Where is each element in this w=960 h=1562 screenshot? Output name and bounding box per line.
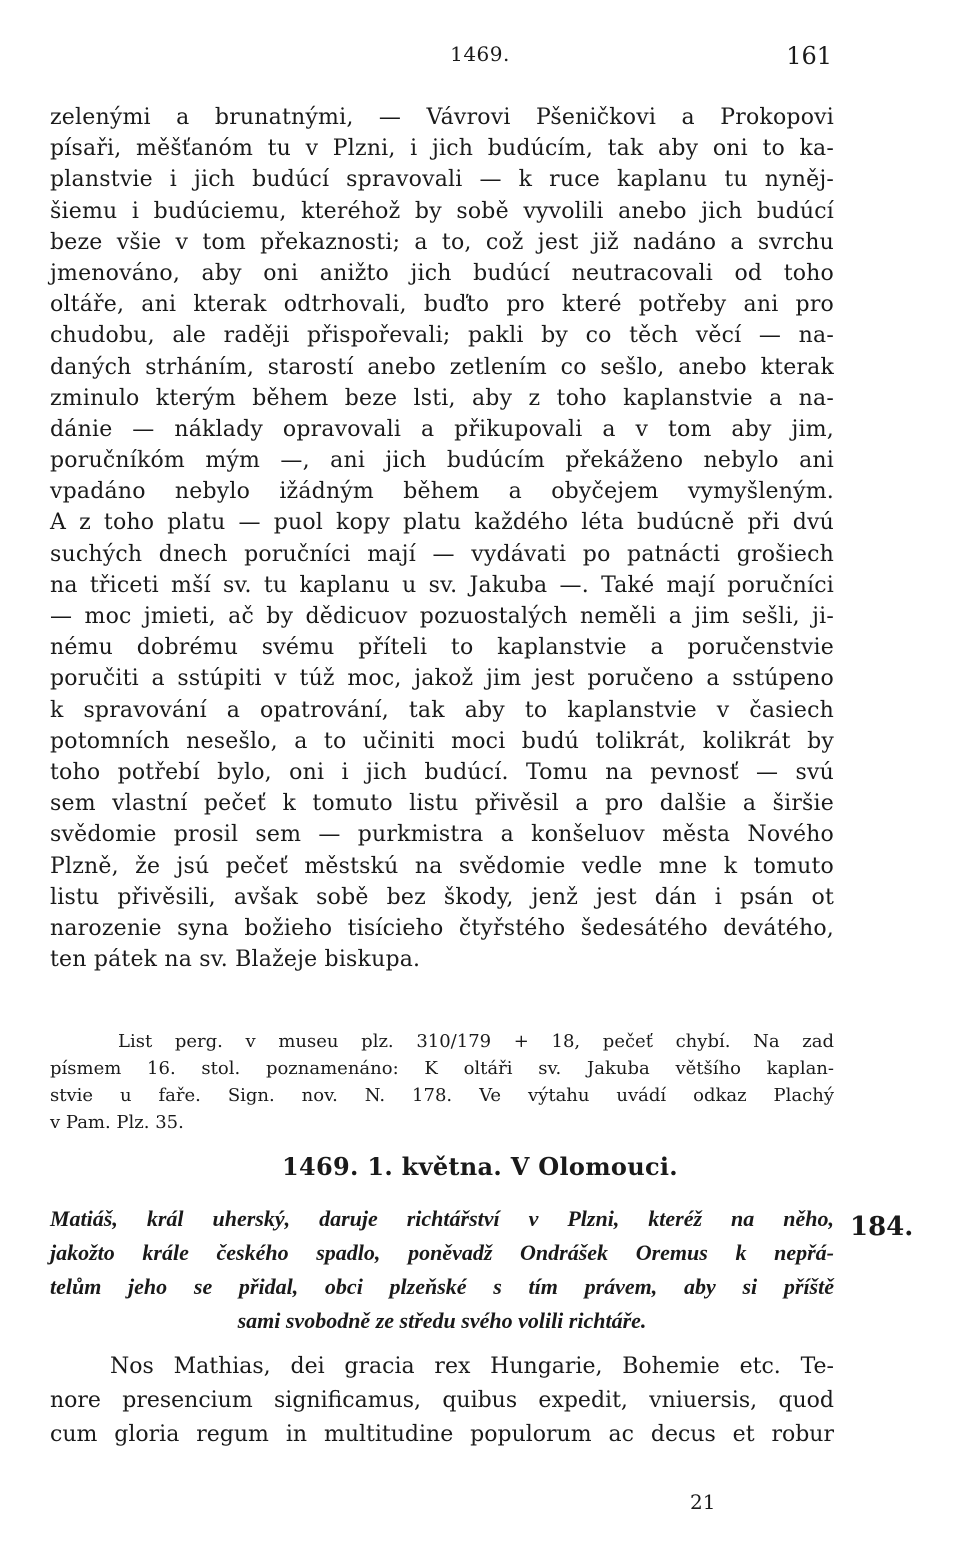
note-line: List perg. v museu plz. 310/179 + 18, pečeť chybí. Na zad [118,1031,834,1052]
running-header-year: 1469. [450,42,510,66]
text-line: poručníkóm mým —, ani jich budúcím překáženo nebylo ani [50,448,834,474]
text-line: planstvie i jich budúcí spravovali — k ruce kaplanu tu nyněj- [50,167,834,193]
regest-line: sami svobodně ze středu svého volili richtáře. [237,1308,647,1333]
text-line: nému dobrému svému příteli to kaplanstvie a poručenstvie [50,635,834,661]
text-line: dánie — náklady opravovali a přikupovali a v tom aby jim, [50,416,834,442]
page-number: 161 [786,42,832,70]
text-line: zminulo kterým během beze lsti, aby z toho kaplanstvie a na- [50,385,834,411]
text-line: daných strháním, starostí anebo zetlením co sešlo, anebo kterak [50,354,834,380]
text-line: — moc jmieti, ač by dědicuov pozuostalých neměli a jim sešli, ji- [50,604,834,629]
note-line: v Pam. Plz. 35. [50,1112,184,1133]
text-line: svědomie prosil sem — purkmistra a konšeluov města Nového [50,822,834,848]
text-line: suchých dnech poručníci mají — vydávati po patnácti grošiech [50,541,834,567]
regest-line: Matiáš, král uherský, daruje richtářství v Plzni, kteréž na něho, [50,1206,834,1231]
text-line: oltáře, ani kterak odtrhovali, buďto pro které potřeby ani pro [50,292,834,318]
regest-line: jakožto krále českého spadlo, poněvadž Ondrášek Oremus k nepřá- [50,1240,834,1265]
document-number: 184. [850,1212,914,1242]
latin-line: nore presencium significamus, quibus expedit, vniuersis, quod [50,1388,834,1413]
text-line: poručiti a sstúpiti v túž moc, jakož jim jest poručeno a sstúpeno [50,666,834,692]
text-line: šiemu i budúciemu, kteréhož by sobě vyvolili anebo jich budúcí [50,198,834,224]
text-line: k spravování a opatrování, tak aby to kaplanstvie v časiech [50,697,834,723]
text-line: beze všie v tom překaznosti; a to, což jest již nadáno a svrchu [50,229,834,255]
latin-line: cum gloria regum in multitudine populorum ac decus et robur [50,1422,834,1447]
text-line: potomních nesešlo, a to učiniti moci budú tolikrát, kolikrát by [50,728,834,754]
regest-line: telům jeho se přidal, obci plzeňské s tím právem, aby si příště [50,1274,834,1299]
text-line: zelenými a brunatnými, — Vávrovi Pšeničkovi a Prokopovi [50,105,834,130]
text-line: ten pátek na sv. Blažeje biskupa. [50,947,421,973]
text-line: listu přivěsili, avšak sobě bez škody, jenž jest dán i psán ot [50,884,834,910]
charter-text [50,102,834,975]
printer-signature-mark: 21 [690,1490,716,1514]
text-line: A z toho platu — puol kopy platu každého léta budúcně při dvú [50,510,834,536]
note-line: stvie u faře. Sign. nov. N. 178. Ve výtahu uvádí odkaz Plachý [50,1085,834,1106]
text-line: Plzně, že jsú pečeť městskú na svědomie vedle mne k tomuto [50,853,834,879]
latin-line: Nos Mathias, dei gracia rex Hungarie, Bohemie etc. Te- [110,1354,834,1379]
note-line: písmem 16. stol. poznamenáno: K oltáři sv. Jakuba většího kaplan- [50,1058,834,1079]
text-line: sem vlastní pečeť k tomuto listu přivěsil a pro dalšie a širšie [50,791,834,817]
text-line: narozenie syna božieho tisícieho čtyřstého šedesátého devátého, [50,915,834,941]
regest-summary [50,1202,834,1338]
text-line: jmenováno, aby oni anižto jich budúcí neutracovali od toho [50,260,834,286]
text-line: toho potřebí bylo, oni i jich budúcí. Tomu na pevnosť — svú [50,759,834,785]
text-line: na třiceti mší sv. tu kaplanu u sv. Jakuba —. Také mají poručníci [50,572,834,598]
document-date-heading: 1469. 1. května. V Olomouci. [282,1152,678,1181]
archival-note [50,1028,834,1136]
text-line: písaři, měšťanóm tu v Plzni, i jich budúcím, tak aby oni to ka- [50,136,834,162]
latin-charter-text [50,1350,834,1452]
text-line: vpadáno nebylo ižádným během a obyčejem vymyšleným. [50,479,834,505]
text-line: chudobu, ale raději přispořevali; pakli by co těch věcí — na- [50,323,834,349]
